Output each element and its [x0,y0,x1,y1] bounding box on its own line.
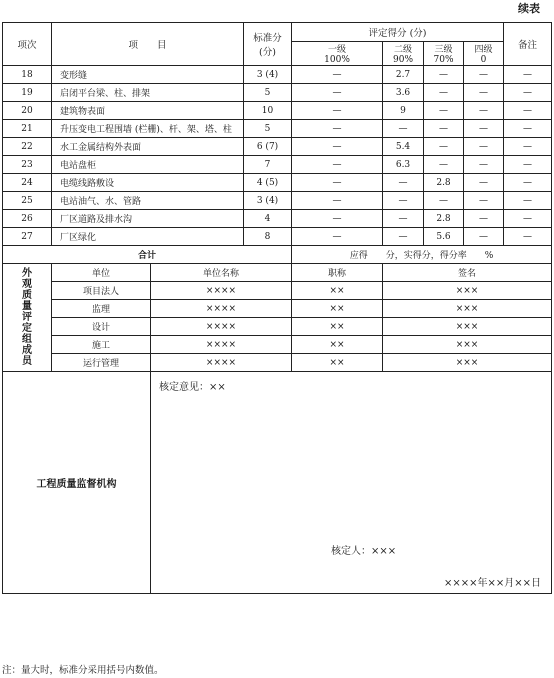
total-text: 应得 分，实得分，得分率 % [292,246,552,264]
total-label: 合计 [3,246,292,264]
table-row: 21 升压变电工程围墙 (栏栅)、杆、架、塔、柱 5 — — — — — [3,120,552,138]
header-grade-3: 三级 70% [424,42,464,66]
table-row: 18 变形缝 3 (4) — 2.7 — — — [3,66,552,84]
supervision-row [3,372,552,594]
table-row: 27 厂区绿化 8 — — 5.6 — — [3,228,552,246]
committee-row: 项目法人 ×××× ×× ××× [3,282,552,300]
footnote: 注：量大时，标准分采用括号内数值。 [2,665,164,676]
supervision-opinion-cell [151,372,552,594]
header-item-no: 项次 [3,23,52,66]
committee-label: 外 观 质 量 评 定 组 成 员 [3,264,52,372]
committee-header-title: 职称 [292,264,383,282]
header-grade-2: 二级 90% [383,42,424,66]
committee-row: 施工 ×××× ×× ××× [3,336,552,354]
date-text: ××××年××月××日 [443,578,542,589]
header-grade-1: 一级 100% [292,42,383,66]
supervision-org-label: 工程质量监督机构 [3,372,151,594]
table-row: 19 启闭平台梁、柱、排架 5 — 3.6 — — — [3,84,552,102]
committee-row: 设计 ×××× ×× ××× [3,318,552,336]
table-row: 24 电缆线路敷设 4 (5) — — 2.8 — — [3,174,552,192]
header-grade-4: 四级 0 [464,42,504,66]
committee-header-sign: 签名 [383,264,552,282]
committee-row: 运行管理 ×××× ×× ××× [3,354,552,372]
committee-header-row [3,264,552,282]
table-row: 25 电站油气、水、管路 3 (4) — — — — — [3,192,552,210]
committee-header-unit: 单位 [52,264,151,282]
table-row: 23 电站盘柜 7 — 6.3 — — — [3,156,552,174]
table-row: 20 建筑物表面 10 — 9 — — — [3,102,552,120]
header-grade-group: 评定得分 (分) [292,23,504,42]
committee-header-name: 单位名称 [151,264,292,282]
header-item: 项 目 [52,23,244,66]
total-row [3,246,552,264]
committee-row: 监理 ×××× ×× ××× [3,300,552,318]
appearance-quality-table [2,22,552,594]
table-row: 22 水工金属结构外表面 6 (7) — 5.4 — — — [3,138,552,156]
header-remarks: 备注 [504,23,552,66]
table-row: 26 厂区道路及排水沟 4 — — 2.8 — — [3,210,552,228]
approver-text: 核定人：××× [331,546,397,557]
opinion-text: 核定意见：×× [159,382,226,393]
continued-label: 续表 [518,2,540,15]
header-standard-score: 标准分 (分) [244,23,292,66]
